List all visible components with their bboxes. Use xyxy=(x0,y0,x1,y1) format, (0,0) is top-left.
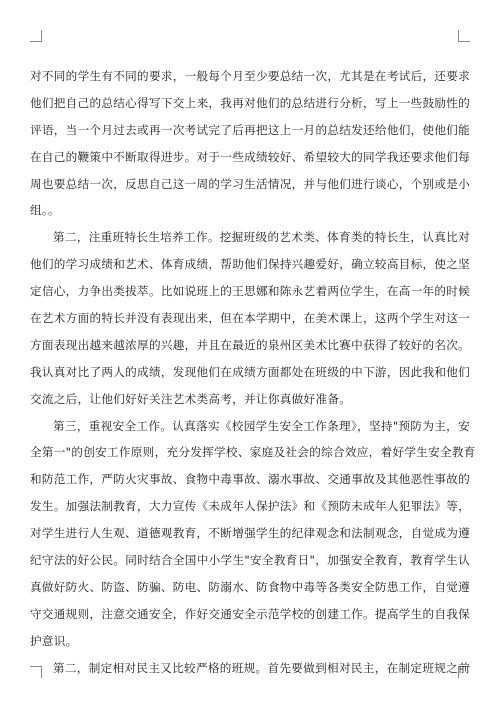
text-line: 对不同的学生有不同的要求，一般每个月至少要总结一次，尤其是在考试后，还要求 xyxy=(30,69,471,83)
text-line: 他们把自己的总结心得写下交上来，我再对他们的总结进行分析，写上一些鼓励性的 xyxy=(30,95,471,110)
crop-mark-top-left xyxy=(30,30,42,42)
text-line: 全第一"的创安工作原则，充分发挥学校、家庭及社会的综合效应，着好学生安全教育 xyxy=(30,445,476,460)
text-line: 第二，注重班特长生培养工作。挖掘班级的艺术类、体育类的特长生，认真比对 xyxy=(53,230,470,245)
paragraph xyxy=(30,413,476,655)
text-line: 定信心，力争出类拔萃。比如说班上的王思娜和陈永艺着两位学生，在高一年的时候 xyxy=(30,284,471,299)
text-line: 他们的学习成绩和艺术、体育成绩，帮助他们保持兴趣爱好，确立较高目标，使之坚 xyxy=(30,257,471,272)
text-line: 对学生进行人生观、道德观教育，不断增强学生的纪律观念和法制观念，自觉成为遵 xyxy=(30,526,471,541)
text-line: 纪守法的好公民。同时结合全国中小学生"安全教育日"，加强安全教育，教育学生认 xyxy=(30,553,470,568)
document-body xyxy=(30,63,476,681)
text-line: 我认真对比了两人的成绩，发现他们在成绩方面都处在班级的中下游，因此我和他们 xyxy=(30,364,471,379)
paragraph xyxy=(30,63,470,224)
text-line: 在艺术方面的特长并没有表现出来，但在本学期中，在美术课上，这两个学生对这一 xyxy=(30,311,471,326)
text-line: 真做好防火、防盗、防骗、防电、防溺水、防食物中毒等各类安全防患工作，自觉遵 xyxy=(30,579,471,594)
paragraph xyxy=(30,224,470,412)
text-line: 守交通规则，注意交通安全，作好交通安全示范学校的创建工作。提高学生的自我保 xyxy=(30,606,471,621)
text-line: 交流之后，让他们好好关注艺术类高考，并让你真做好准备。 xyxy=(30,391,352,406)
crop-mark-top-right xyxy=(458,30,470,42)
text-line: 评语，当一个月过去或再一次考试完了后再把这上一月的总结发还给他们，使他们能 xyxy=(30,122,471,137)
paragraph xyxy=(30,655,470,682)
text-line: 在自己的鞭策中不断取得进步。对于一些成绩较好、希望较大的同学我还要求他们每 xyxy=(30,149,471,164)
text-line: 第二，制定相对民主又比较严格的班规。首先要做到相对民主，在制定班规之前 xyxy=(53,660,470,675)
text-line: 发生。加强法制教育，大力宣传《未成年人保护法》和《预防未成年人犯罪法》等， xyxy=(30,499,471,514)
text-line: 第三，重视安全工作。认真落实《校园学生安全工作条理》，坚持"预防为主，安 xyxy=(53,418,470,433)
text-line: 周也要总结一次，反思自己这一周的学习生活情况，并与他们进行谈心，个别或是小 xyxy=(30,176,471,191)
text-line: 组。。 xyxy=(30,203,60,218)
text-line: 和防范工作，严防火灾事故、食物中毒事故、溺水事故、交通事故及其他恶性事故的 xyxy=(30,472,471,487)
text-line: 护意识。 xyxy=(30,633,78,648)
text-line: 方面表现出越来越浓厚的兴趣，并且在最近的泉州区美术比赛中获得了较好的名次。 xyxy=(30,337,471,352)
